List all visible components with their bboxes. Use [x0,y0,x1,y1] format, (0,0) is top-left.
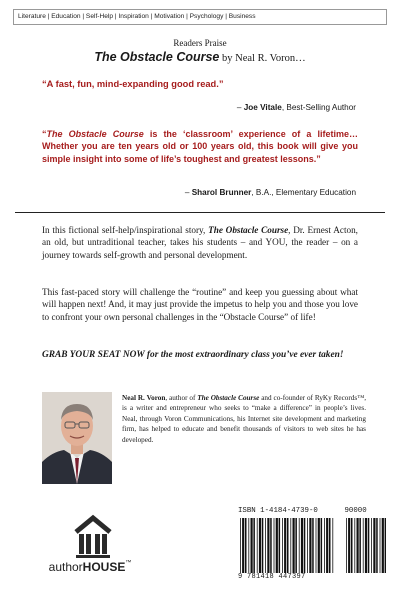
barcode-bar [290,518,291,573]
publisher-name: authorHOUSE™ [48,560,132,574]
barcode-bar [276,518,278,573]
house-icon [48,510,138,560]
author-bio: Neal R. Voron, author of The Obstacle Course and co-founder of RyKy Records™, is a writer and entrepreneur who seeks to “make a difference” in people’s lives. Neal, through Voron Communications, his Internet site development and marketing firm, has helped to educate and benefit thousands of visitors to web sites he has developed. [122,394,367,444]
barcode-bar [346,518,347,573]
barcode-bar [365,518,367,573]
praise-name-1: Joe Vitale [243,103,282,112]
barcode-bar [332,518,333,573]
barcode-bar [274,518,275,573]
barcode-bar [251,518,253,573]
barcode-bar [318,518,320,573]
category-bar [13,9,387,25]
barcode-bar [380,518,381,573]
barcode-bar [351,518,353,573]
book-title-line [0,50,400,65]
barcode-bar [348,518,350,573]
barcode-bar [371,518,372,573]
barcode-bar [240,518,241,573]
barcode-bar [363,518,364,573]
barcode-bar [293,518,295,573]
praise-quote-1: “A fast, fun, mind-expanding good read.” [42,79,224,89]
barcode-bar [257,518,258,573]
barcode-bar [301,518,303,573]
barcode-bar [287,518,289,573]
readers-praise-heading: Readers Praise [173,38,227,48]
barcode-bar [329,518,331,573]
author-portrait-image [42,392,112,484]
barcode-bar [373,518,375,573]
praise-attribution-2: – Sharol Brunner, B.A., Elementary Education [184,188,356,197]
divider [15,212,385,213]
price-code: 90000 [344,507,367,515]
barcode-bar [284,518,286,573]
barcode-block [238,507,388,585]
barcode-bar [270,518,272,573]
barcode-bar [248,518,249,573]
barcode-bar [242,518,244,573]
isbn-label: ISBN 1-4184-4739-0 90000 [238,507,367,515]
description-paragraph-1: In this fictional self-help/inspirational story, The Obstacle Course, Dr. Ernest Acton, an old, but untraditional teacher, takes his students – and YOU, the reader – on a journey towards self-growth and personal development. [42,225,358,260]
barcode-bar [253,518,255,573]
barcode-bar [259,518,261,573]
by-author: by Neal R. Voron… [219,53,306,64]
ean-barcode [240,518,334,573]
barcode-bar [321,518,323,573]
category-list: Literature | Education | Self-Help | Inspiration | Motivation | Psychology | Business [18,13,256,20]
barcode-bar [354,518,355,573]
call-to-action: GRAB YOUR SEAT NOW for the most extraordinary class you’ve ever taken! [42,350,344,360]
barcode-bar [295,518,297,573]
barcode-bar [265,518,266,573]
barcode-bar [312,518,314,573]
barcode-bar [282,518,283,573]
barcode-bar [309,518,311,573]
barcode-bar [245,518,247,573]
barcode-bar [267,518,269,573]
praise-attribution-1: – Joe Vitale, Best-Selling Author [236,103,356,112]
barcode-bar [299,518,300,573]
author-name: Neal R. Voron [122,394,166,402]
book-title: The Obstacle Course [94,50,220,64]
barcode-bar [368,518,370,573]
ean-number: 9 781418 447397 [238,573,306,581]
barcode-bar [326,518,328,573]
barcode-bar [359,518,361,573]
description-paragraph-2: This fast-paced story will challenge the “routine” and keep you guessing about what will happen next! And, it may just provide the impetus to help you and those you love to confront your own personal challenges in the “Obstacle Course” of life! [42,287,358,322]
barcode-bar [307,518,308,573]
praise-name-2: Sharol Brunner [191,188,252,197]
barcode-bar [376,518,378,573]
author-photo [42,392,112,484]
addon-barcode [346,518,386,573]
barcode-bar [357,518,359,573]
barcode-bar [262,518,264,573]
barcode-bar [316,518,317,573]
barcode-bar [279,518,281,573]
barcode-bar [382,518,384,573]
barcode-bar [385,518,386,573]
barcode-bar [304,518,306,573]
barcode-bar [324,518,325,573]
praise-quote-2: “The Obstacle Course is the ‘classroom’ experience of a lifetime… Whether you are ten years old or 100 years old, this book will give you simple insight into some of life’s toughest and greatest lessons.” [42,129,359,164]
